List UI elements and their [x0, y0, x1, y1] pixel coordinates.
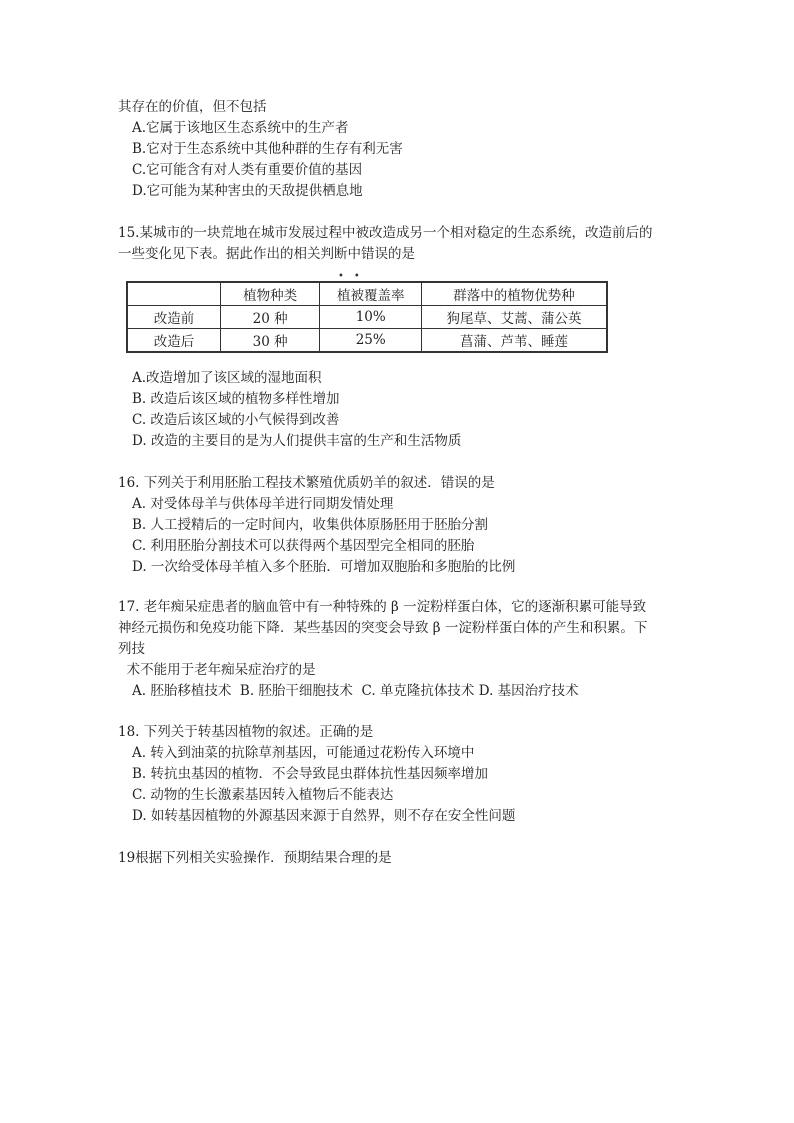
q14-continuation: 其存在的价值，但不包括 — [118, 99, 267, 115]
q15-option-c: C. 改造后该区域的小气候得到改善 — [132, 412, 340, 428]
table-header-cell: 群落中的植物优势种 — [422, 282, 607, 306]
table-decoration-dots: •• — [338, 271, 370, 282]
q14-option-d: D.它可能为某种害虫的天敌提供栖息地 — [132, 183, 363, 199]
table-row — [127, 329, 607, 353]
table-cell: 菖蒲、芦苇、睡莲 — [422, 329, 607, 353]
table-cell: 狗尾草、艾蒿、蒲公英 — [422, 306, 607, 329]
q15-table — [122, 277, 612, 357]
q16-option-d: D. 一次给受体母羊植入多个胚胎．可增加双胞胎和多胞胎的比例 — [132, 559, 516, 575]
q15-stem-line2: 一些变化见下表。据此作出的相关判断中错误的是 — [118, 246, 415, 262]
table-row — [127, 306, 607, 329]
q19-stem: 19根据下列相关实验操作．预期结果合理的是 — [118, 850, 392, 866]
table-cell: 10% — [320, 306, 422, 329]
table-header-cell: 植物种类 — [220, 282, 320, 306]
table-cell: 20 种 — [220, 306, 320, 329]
q15-stem-line1: 15.某城市的一块荒地在城市发展过程中被改造成另一个相对稳定的生态系统，改造前后的 — [118, 225, 653, 241]
q17-options: A. 胚胎移植技术 B. 胚胎干细胞技术 C. 单克隆抗体技术 D. 基因治疗技术 — [132, 683, 579, 699]
table-header-row — [127, 282, 607, 306]
q17-stem-line1: 17. 老年痴呆症患者的脑血管中有一种特殊的 β 一淀粉样蛋白体，它的逐渐积累可能导致 — [118, 599, 647, 615]
q18-option-b: B. 转抗虫基因的植物．不会导致昆虫群体抗性基因频率增加 — [132, 766, 489, 782]
table-header-cell: 植被覆盖率 — [320, 282, 422, 306]
q18-option-c: C. 动物的生长激素基因转入植物后不能表达 — [132, 787, 394, 803]
q18-option-a: A. 转入到油菜的抗除草剂基因，可能通过花粉传入环境中 — [132, 745, 475, 761]
q18-option-d: D. 如转基因植物的外源基因来源于自然界，则不存在安全性问题 — [132, 808, 516, 824]
q14-option-c: C.它可能含有对人类有重要价值的基因 — [132, 162, 363, 178]
q16-stem: 16. 下列关于利用胚胎工程技术繁殖优质奶羊的叙述．错误的是 — [118, 475, 495, 491]
q16-option-c: C. 利用胚胎分割技术可以获得两个基因型完全相同的胚胎 — [132, 538, 475, 554]
q15-option-d: D. 改造的主要目的是为人们提供丰富的生产和生活物质 — [132, 433, 462, 449]
table-cell: 25% — [320, 329, 422, 353]
q14-option-a: A.它属于该地区生态系统中的生产者 — [132, 120, 349, 136]
table-cell: 30 种 — [220, 329, 320, 353]
q14-option-b: B.它对于生态系统中其他种群的生存有利无害 — [132, 141, 403, 157]
table-cell: 改造前 — [127, 306, 220, 329]
q17-stem-line3: 列技 — [118, 641, 145, 657]
q15-option-b: B. 改造后该区域的植物多样性增加 — [132, 391, 340, 407]
q17-stem-line2: 神经元损伤和免疫功能下降．某些基因的突变会导致 β 一淀粉样蛋白体的产生和积累。下 — [118, 620, 648, 636]
table-cell: 改造后 — [127, 329, 220, 353]
table-header-cell — [127, 282, 220, 306]
q15-option-a: A.改造增加了该区域的湿地面积 — [132, 370, 322, 386]
q18-stem: 18. 下列关于转基因植物的叙述。正确的是 — [118, 724, 374, 740]
q17-stem-line4: 术不能用于老年痴呆症治疗的是 — [118, 662, 316, 678]
q16-option-b: B. 人工授精后的一定时间内，收集供体原肠胚用于胚胎分割 — [132, 517, 489, 533]
q16-option-a: A. 对受体母羊与供体母羊进行同期发情处理 — [132, 496, 394, 512]
